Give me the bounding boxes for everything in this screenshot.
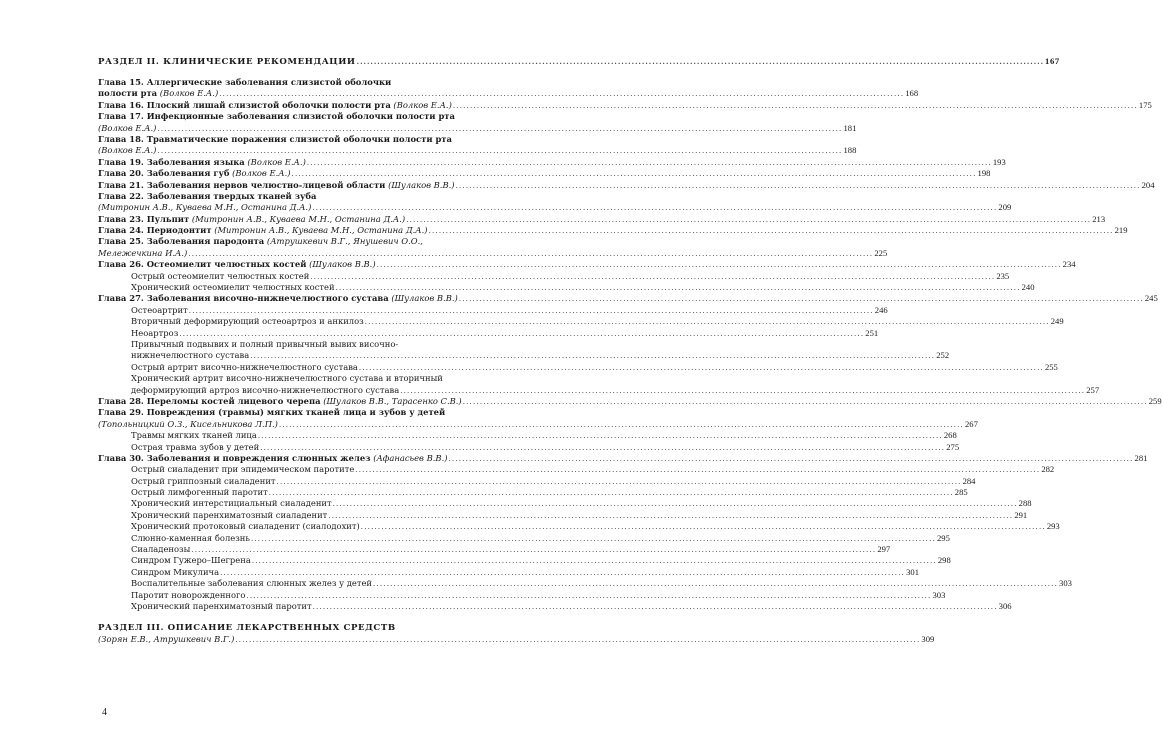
toc-authors: (Митронин А.В., Куваева М.Н., Останина Д.А.) (214, 225, 428, 236)
toc-title-wrap (131, 510, 327, 521)
toc-page-number: 309 (921, 634, 935, 645)
toc-title: РАЗДЕЛ III. ОПИСАНИЕ ЛЕКАРСТВЕННЫХ СРЕДСТВ (98, 623, 396, 634)
toc-title-wrap (131, 498, 332, 509)
toc-subentry-continuation[interactable] (98, 384, 1100, 396)
toc-title-wrap (131, 328, 178, 339)
toc-title-wrap (98, 396, 462, 407)
toc-authors: (Волков Е.А.) (98, 145, 157, 156)
toc-title-wrap (131, 555, 251, 566)
toc-page-number: 246 (874, 304, 888, 315)
toc-title: Острый сиаладенит при эпидемическом паротите (131, 464, 355, 475)
toc-subentry[interactable] (98, 304, 888, 316)
toc-subentry[interactable] (98, 441, 960, 453)
toc-chapter[interactable] (98, 179, 1155, 191)
toc-title-wrap (98, 236, 423, 247)
toc-continuation (98, 145, 156, 156)
spacer (98, 67, 502, 77)
toc-page-number: 167 (1045, 56, 1060, 66)
toc-chapter-continuation[interactable] (98, 418, 978, 430)
toc-page-number: 219 (1114, 225, 1128, 236)
toc-subentry[interactable] (98, 532, 950, 544)
toc-continuation (98, 123, 156, 134)
toc-section[interactable] (98, 55, 1060, 67)
toc-title: Глава 21. Заболевания нервов челюстно-лицевой области (98, 179, 386, 190)
toc-subentry[interactable] (98, 498, 1032, 509)
toc-page-number: 281 (1134, 452, 1148, 463)
toc-chapter[interactable] (98, 134, 502, 145)
toc-title: Синдром Микулича (131, 566, 220, 577)
toc-title-wrap (131, 282, 335, 293)
toc-title: Неоартроз (131, 327, 179, 338)
toc-title-wrap (131, 430, 257, 441)
toc-page-number: 168 (905, 88, 919, 99)
toc-page-number: 303 (1059, 578, 1072, 589)
toc-section-continuation[interactable] (98, 634, 935, 645)
toc-page-number: 275 (946, 441, 960, 452)
toc-subentry[interactable] (98, 544, 891, 555)
toc-page-number: 193 (992, 156, 1006, 167)
toc-page-number: 293 (1046, 521, 1060, 532)
toc-chapter[interactable] (98, 395, 1162, 407)
toc-title-wrap (131, 487, 268, 498)
toc-page-number: 249 (1050, 316, 1064, 327)
toc-subentry[interactable] (98, 487, 968, 498)
toc-title: Сиаладенозы (131, 544, 191, 555)
toc-page-number: 245 (1144, 293, 1158, 304)
toc-page-number: 268 (943, 430, 957, 441)
dot-leader (456, 181, 1141, 192)
toc-subentry[interactable] (98, 475, 976, 487)
dot-leader (463, 397, 1148, 408)
toc-subentry[interactable] (98, 361, 1058, 373)
toc-subentry[interactable] (98, 339, 502, 350)
toc-title-wrap (98, 191, 316, 202)
toc-page-number: 257 (1086, 384, 1100, 395)
toc-title-wrap (98, 168, 291, 179)
toc-title: Хронический протоковый сиаладенит (сиалодохит) (131, 521, 360, 532)
toc-subentry[interactable] (98, 282, 1035, 293)
toc-page-number: 291 (1014, 509, 1028, 520)
toc-page-number: 301 (906, 566, 919, 577)
toc-page-number: 298 (937, 555, 951, 566)
toc-subentry[interactable] (98, 270, 1010, 282)
toc-authors: (Волков Е.А.) (159, 88, 219, 99)
dot-leader (357, 56, 1044, 68)
toc-title: РАЗДЕЛ II. КЛИНИЧЕСКИЕ РЕКОМЕНДАЦИИ (98, 57, 356, 67)
toc-chapter[interactable] (98, 236, 502, 247)
toc-section[interactable] (98, 622, 502, 634)
toc-subentry[interactable] (98, 327, 879, 339)
toc-chapter-continuation[interactable] (98, 145, 857, 156)
toc-title-wrap (98, 453, 448, 464)
toc-authors: (Топольницкий О.З., Кисельникова Л.П.) (98, 418, 278, 429)
toc-chapter-continuation[interactable] (98, 247, 888, 259)
toc-authors: (Шулаков В.В., Тарасенко С.В.) (323, 395, 462, 406)
toc-title-wrap (98, 225, 428, 236)
toc-authors: (Шулаков В.В.) (388, 179, 455, 190)
toc-chapter[interactable] (98, 168, 991, 179)
toc-title-wrap (131, 533, 250, 544)
toc-subentry[interactable] (98, 373, 502, 384)
toc-title-wrap (98, 622, 396, 634)
toc-title: Глава 23. Пульпит (98, 213, 190, 224)
toc-title: Глава 25. Заболевания пародонта (98, 236, 265, 247)
toc-chapter[interactable] (98, 452, 1148, 464)
toc-title-wrap (131, 590, 245, 601)
toc-continuation (98, 419, 278, 430)
toc-chapter[interactable] (98, 156, 1006, 168)
dot-leader (400, 386, 1085, 397)
spacer (98, 612, 502, 622)
toc-subentry[interactable] (98, 521, 1060, 532)
toc-title: Глава 26. Остеомиелит челюстных костей (98, 259, 307, 270)
toc-title-wrap (131, 521, 360, 532)
toc-title: Острый гриппозный сиаладенит (131, 475, 276, 486)
toc-authors: (Волков Е.А.) (247, 156, 306, 167)
toc-authors: (Волков Е.А.) (393, 99, 452, 110)
toc-title-wrap (131, 476, 276, 487)
dot-leader (429, 226, 1114, 237)
toc-page-number: 240 (1021, 282, 1035, 293)
toc-subentry[interactable] (98, 566, 919, 578)
toc-page-number: 181 (843, 122, 857, 133)
toc-chapter[interactable] (98, 111, 502, 122)
dot-leader (453, 101, 1138, 112)
toc-title-wrap (98, 180, 455, 191)
toc-subentry-continuation[interactable] (98, 350, 950, 361)
toc-title: Глава 20. Заболевания губ (98, 168, 230, 179)
toc-continuation (131, 385, 399, 396)
toc-title: Острый лимфогенный паротит (131, 487, 268, 498)
dot-leader (406, 215, 1091, 226)
toc-title-wrap (98, 100, 452, 111)
dot-leader (313, 602, 998, 613)
toc-title: Травмы мягких тканей лица (131, 430, 257, 441)
toc-title: Глава 29. Повреждения (травмы) мягких тканей лица и зубов у детей (98, 407, 446, 418)
toc-subentry[interactable] (98, 589, 946, 601)
toc-title: Хронический интерстициальный сиаладенит (131, 498, 332, 509)
toc-page-number: 284 (962, 475, 976, 486)
toc-title: Воспалительные заболевания слюнных желез у детей (131, 578, 372, 589)
toc-title: Хронический паренхиматозный сиаладенит (131, 509, 328, 520)
toc-chapter[interactable] (98, 77, 502, 88)
toc-subentry[interactable] (98, 430, 957, 441)
table-of-contents (98, 55, 1162, 646)
toc-continuation (98, 248, 187, 259)
toc-title-wrap (131, 373, 443, 384)
toc-page-number: 252 (936, 350, 950, 361)
toc-page-number: 198 (977, 168, 991, 179)
toc-title-wrap (131, 442, 259, 453)
toc-authors: Мележечкина И.А.) (98, 247, 188, 258)
toc-page-number: 259 (1148, 395, 1162, 406)
toc-continuation (98, 88, 218, 99)
toc-page-number: 175 (1138, 99, 1152, 110)
toc-title-wrap (131, 464, 354, 475)
toc-title: Остеоартрит (131, 304, 188, 315)
toc-continuation (98, 634, 234, 645)
toc-title: Слюнно-каменная болезнь (131, 532, 250, 543)
toc-title-wrap (98, 77, 391, 88)
toc-authors: (Атрушкевич В.Г., Янушевич О.О., (266, 236, 423, 247)
toc-title: Паротит новорожденного (131, 589, 246, 600)
toc-title: Вторичный деформирующий остеоартроз и анкилоз (131, 316, 364, 327)
toc-title-wrap (131, 316, 364, 327)
toc-title: Острый остеомиелит челюстных костей (131, 270, 310, 281)
toc-page-number: 255 (1044, 361, 1058, 372)
toc-title: Глава 22. Заболевания твердых тканей зуба (98, 190, 317, 201)
toc-title-wrap (98, 293, 458, 304)
toc-continuation (131, 350, 249, 361)
toc-chapter[interactable] (98, 213, 1106, 225)
toc-title: Острая травма зубов у детей (131, 441, 260, 452)
toc-title: Глава 30. Заболевания и повреждения слюнных желез (98, 452, 371, 463)
toc-title-wrap (131, 601, 312, 612)
toc-page-number: 288 (1018, 498, 1032, 509)
toc-page-number: 295 (936, 532, 950, 543)
toc-title: Хронический паренхиматозный паротит (131, 600, 312, 611)
toc-page-number: 297 (877, 544, 891, 555)
toc-page-number: 225 (874, 247, 888, 258)
toc-page-number: 285 (954, 487, 968, 498)
page-number: 4 (102, 707, 107, 718)
toc-page-number: 188 (843, 145, 857, 156)
toc-authors: (Волков Е.А.) (232, 168, 291, 179)
toc-title-wrap (98, 157, 306, 168)
toc-title-cont: деформирующий артроз височно-нижнечелюстного сустава (131, 384, 400, 395)
toc-title: Глава 16. Плоский лишай слизистой оболочки полости рта (98, 99, 391, 110)
toc-title: Глава 19. Заболевания языка (98, 156, 245, 167)
toc-title-wrap (98, 259, 376, 270)
toc-chapter[interactable] (98, 191, 502, 202)
toc-title-cont: нижнечелюстного сустава (131, 350, 250, 361)
toc-title: Хронический артрит височно-нижнечелюстного сустава и вторичный (131, 373, 443, 384)
toc-chapter[interactable] (98, 259, 1076, 270)
toc-authors: (Афанасьев В.В.) (373, 452, 448, 463)
toc-authors: (Зорян Е.В., Атрушкевич В.Г.) (98, 634, 235, 645)
toc-authors: (Волков Е.А.) (98, 122, 157, 133)
toc-title-wrap (131, 544, 190, 555)
toc-title: Глава 18. Травматические поражения слизистой оболочки полости рта (98, 133, 452, 144)
toc-subentry[interactable] (98, 509, 1028, 521)
toc-page-number: 303 (932, 589, 946, 600)
toc-page-number: 251 (865, 327, 879, 338)
toc-subentry[interactable] (98, 555, 951, 566)
toc-authors: (Митронин А.В., Куваева М.Н., Останина Д.А.) (191, 213, 406, 224)
toc-title: Глава 17. Инфекционные заболевания слизистой оболочки полости рта (98, 111, 455, 122)
toc-title-wrap (131, 578, 372, 589)
dot-leader (449, 454, 1134, 465)
toc-page-number: 267 (964, 418, 978, 429)
toc-title-wrap (98, 214, 405, 225)
toc-title-wrap (131, 271, 309, 282)
toc-title: Глава 15. Аллергические заболевания слизистой оболочки (98, 77, 392, 87)
toc-title-wrap (98, 407, 445, 418)
toc-title: Глава 28. Переломы костей лицевого черепа (98, 395, 321, 406)
toc-chapter[interactable] (98, 407, 502, 418)
toc-title: Острый артрит височно-нижнечелюстного сустава (131, 361, 358, 372)
dot-leader (459, 294, 1144, 305)
toc-authors: (Шулаков В.В.) (309, 259, 376, 270)
toc-title: Хронический остеомиелит челюстных костей (131, 282, 335, 293)
toc-authors: (Митронин А.В., Куваева М.Н., Останина Д.А.) (98, 202, 312, 213)
toc-page-number: 235 (996, 270, 1010, 281)
toc-page-number: 204 (1141, 179, 1155, 190)
toc-page-number: 209 (998, 202, 1012, 213)
toc-subentry[interactable] (98, 578, 1072, 589)
toc-page-number: 306 (998, 600, 1012, 611)
toc-chapter[interactable] (98, 225, 1128, 236)
toc-title-wrap (98, 134, 452, 145)
toc-page-number: 213 (1092, 213, 1106, 224)
toc-title-wrap (98, 111, 455, 122)
toc-continuation (98, 202, 311, 213)
toc-chapter-continuation[interactable] (98, 88, 919, 99)
dot-leader (235, 635, 920, 646)
toc-title-wrap (131, 362, 358, 373)
toc-title-wrap (131, 567, 219, 578)
toc-chapter-continuation[interactable] (98, 202, 1012, 213)
toc-chapter-continuation[interactable] (98, 122, 857, 134)
toc-title: Привычный подвывих и полный привычный вывих височно- (131, 338, 399, 349)
toc-subentry[interactable] (98, 464, 1055, 475)
toc-subentry[interactable] (98, 600, 1012, 612)
toc-title-wrap (131, 339, 398, 350)
toc-title: Глава 27. Заболевания височно-нижнечелюстного сустава (98, 293, 389, 304)
toc-subentry[interactable] (98, 316, 1064, 327)
toc-title-wrap (98, 56, 356, 68)
toc-page-number: 282 (1041, 464, 1055, 475)
toc-title-cont: полости рта (98, 88, 158, 99)
toc-page-number: 234 (1062, 259, 1076, 270)
toc-chapter[interactable] (98, 99, 1152, 111)
toc-title: Глава 24. Периодонтит (98, 225, 212, 236)
toc-title: Синдром Гужеро–Шегрена (131, 555, 251, 566)
toc-authors: (Шулаков В.В.) (391, 293, 458, 304)
toc-title-wrap (131, 305, 188, 316)
toc-chapter[interactable] (98, 293, 1158, 304)
